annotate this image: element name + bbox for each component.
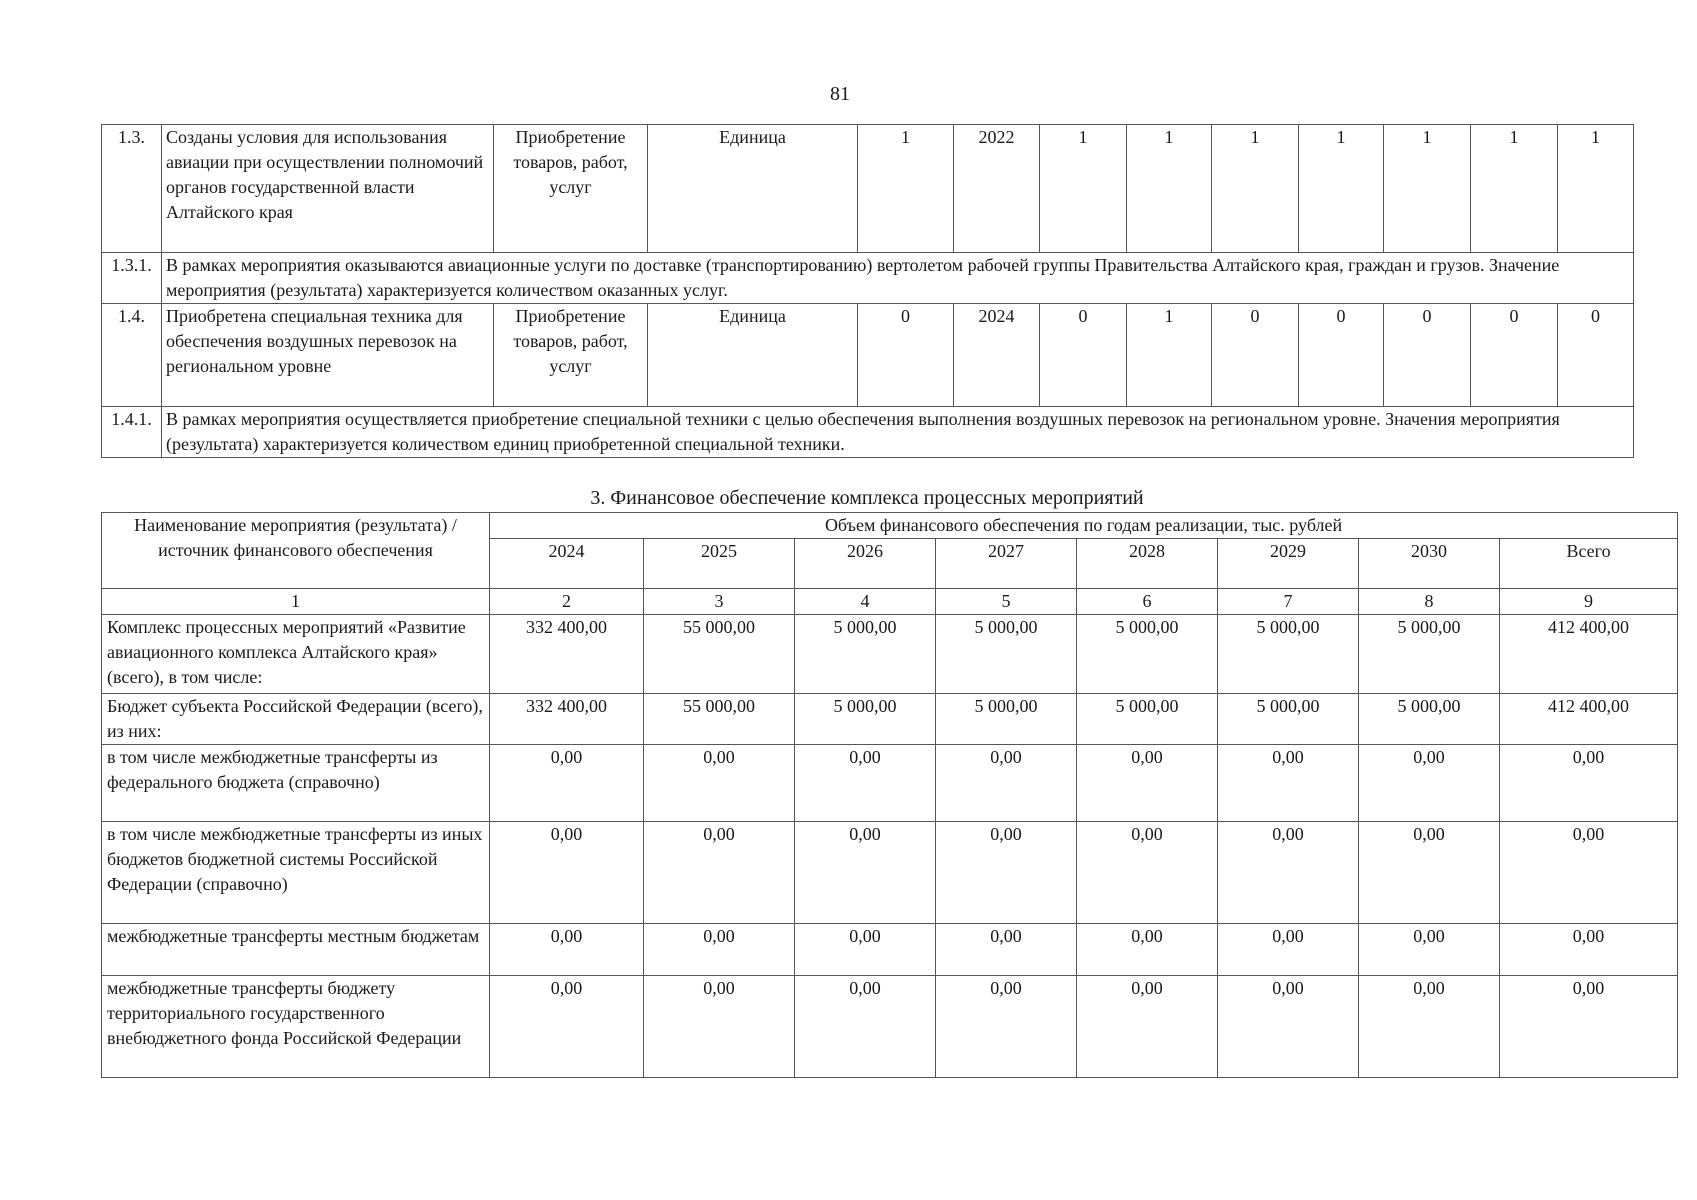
finance-row-name: Комплекс процессных мероприятий «Развитие авиационного комплекса Алтайского края» (всего), в том числе: — [102, 615, 490, 694]
finance-row-name: межбюджетные трансферты бюджету территориального государственного внебюджетного фонда Российской Федерации — [102, 976, 490, 1078]
column-number: 3 — [644, 589, 795, 615]
result-description-row — [102, 253, 1634, 304]
finance-value: 5 000,00 — [1077, 694, 1218, 745]
finance-row — [102, 615, 1678, 694]
finance-total: 412 400,00 — [1500, 615, 1678, 694]
finance-value: 5 000,00 — [1218, 615, 1359, 694]
result-year-value: 1 — [1471, 125, 1558, 253]
finance-value: 5 000,00 — [1359, 615, 1500, 694]
finance-volume-header: Объем финансового обеспечения по годам реализации, тыс. рублей — [490, 513, 1678, 539]
year-header: 2026 — [795, 539, 936, 589]
finance-value: 5 000,00 — [936, 694, 1077, 745]
finance-row-name: в том числе межбюджетные трансферты из федерального бюджета (справочно) — [102, 745, 490, 822]
finance-value: 0,00 — [490, 822, 644, 924]
column-number: 4 — [795, 589, 936, 615]
result-year-value: 0 — [1040, 304, 1127, 407]
finance-value: 0,00 — [1218, 924, 1359, 976]
result-year-value: 1 — [1127, 125, 1212, 253]
finance-value: 55 000,00 — [644, 615, 795, 694]
column-number-row — [102, 589, 1678, 615]
finance-value: 0,00 — [490, 745, 644, 822]
finance-value: 5 000,00 — [1218, 694, 1359, 745]
finance-total: 412 400,00 — [1500, 694, 1678, 745]
finance-row — [102, 976, 1678, 1078]
finance-row-name: Бюджет субъекта Российской Федерации (всего), из них: — [102, 694, 490, 745]
finance-value: 0,00 — [1077, 924, 1218, 976]
finance-value: 5 000,00 — [936, 615, 1077, 694]
result-description-row — [102, 407, 1634, 458]
result-description: В рамках мероприятия оказываются авиационные услуги по доставке (транспортированию) вертолетом рабочей группы Правительства Алтайского края, граждан и грузов. Значение мероприятия (результата) характеризуется количеством оказанных услуг. — [162, 253, 1634, 304]
result-year-value: 0 — [1299, 304, 1384, 407]
result-number: 1.4. — [102, 304, 162, 407]
result-base-year: 2022 — [954, 125, 1040, 253]
finance-value: 0,00 — [795, 745, 936, 822]
result-unit: Единица — [648, 125, 858, 253]
result-year-value: 0 — [1212, 304, 1299, 407]
finance-value: 0,00 — [1218, 822, 1359, 924]
year-header: 2029 — [1218, 539, 1359, 589]
finance-value: 0,00 — [1359, 976, 1500, 1078]
finance-value: 5 000,00 — [1077, 615, 1218, 694]
finance-row — [102, 822, 1678, 924]
finance-value: 0,00 — [644, 924, 795, 976]
result-type: Приобретение товаров, работ, услуг — [494, 125, 648, 253]
finance-total: 0,00 — [1500, 976, 1678, 1078]
finance-value: 0,00 — [795, 822, 936, 924]
column-number: 5 — [936, 589, 1077, 615]
page-number: 81 — [830, 83, 850, 105]
result-year-value: 1 — [1212, 125, 1299, 253]
result-year-value: 0 — [1558, 304, 1634, 407]
year-header: 2025 — [644, 539, 795, 589]
year-header: 2030 — [1359, 539, 1500, 589]
finance-row — [102, 694, 1678, 745]
result-name: Приобретена специальная техника для обеспечения воздушных перевозок на региональном уровне — [162, 304, 494, 407]
finance-value: 0,00 — [644, 976, 795, 1078]
finance-value: 0,00 — [936, 745, 1077, 822]
column-number: 8 — [1359, 589, 1500, 615]
result-base-value: 1 — [858, 125, 954, 253]
finance-value: 0,00 — [1359, 745, 1500, 822]
column-number: 2 — [490, 589, 644, 615]
finance-value: 0,00 — [936, 976, 1077, 1078]
finance-value: 0,00 — [1359, 924, 1500, 976]
finance-value: 55 000,00 — [644, 694, 795, 745]
finance-value: 332 400,00 — [490, 694, 644, 745]
finance-value: 0,00 — [1218, 976, 1359, 1078]
column-number: 6 — [1077, 589, 1218, 615]
finance-row-name: межбюджетные трансферты местным бюджетам — [102, 924, 490, 976]
finance-value: 0,00 — [795, 976, 936, 1078]
finance-value: 0,00 — [936, 924, 1077, 976]
finance-row-name: в том числе межбюджетные трансферты из иных бюджетов бюджетной системы Российской Федерации (справочно) — [102, 822, 490, 924]
finance-value: 0,00 — [1077, 976, 1218, 1078]
finance-value: 5 000,00 — [795, 694, 936, 745]
finance-value: 0,00 — [1359, 822, 1500, 924]
result-year-value: 1 — [1127, 304, 1212, 407]
finance-row — [102, 745, 1678, 822]
result-number: 1.3. — [102, 125, 162, 253]
year-header: 2028 — [1077, 539, 1218, 589]
finance-value: 5 000,00 — [795, 615, 936, 694]
column-number: 1 — [102, 589, 490, 615]
result-year-value: 1 — [1558, 125, 1634, 253]
result-year-value: 0 — [1471, 304, 1558, 407]
result-description: В рамках мероприятия осуществляется приобретение специальной техники с целью обеспечения выполнения воздушных перевозок на региональном уровне. Значения мероприятия (результата) характеризуется количеством единиц приобретенной специальной техники. — [162, 407, 1634, 458]
result-year-value: 0 — [1384, 304, 1471, 407]
year-header: 2027 — [936, 539, 1077, 589]
result-row — [102, 125, 1634, 253]
finance-total: 0,00 — [1500, 924, 1678, 976]
result-year-value: 1 — [1040, 125, 1127, 253]
finance-value: 0,00 — [644, 822, 795, 924]
result-base-year: 2024 — [954, 304, 1040, 407]
finance-header-row — [102, 513, 1678, 539]
result-year-value: 1 — [1299, 125, 1384, 253]
finance-value: 5 000,00 — [1359, 694, 1500, 745]
finance-name-header: Наименование мероприятия (результата) / источник финансового обеспечения — [102, 513, 490, 589]
column-number: 7 — [1218, 589, 1359, 615]
finance-row — [102, 924, 1678, 976]
finance-value: 0,00 — [644, 745, 795, 822]
result-row — [102, 304, 1634, 407]
finance-value: 0,00 — [795, 924, 936, 976]
total-header: Всего — [1500, 539, 1678, 589]
result-type: Приобретение товаров, работ, услуг — [494, 304, 648, 407]
result-number: 1.3.1. — [102, 253, 162, 304]
finance-value: 0,00 — [1077, 745, 1218, 822]
result-number: 1.4.1. — [102, 407, 162, 458]
results-table — [101, 124, 1634, 458]
result-name: Созданы условия для использования авиации при осуществлении полномочий органов государственной власти Алтайского края — [162, 125, 494, 253]
result-unit: Единица — [648, 304, 858, 407]
finance-total: 0,00 — [1500, 822, 1678, 924]
finance-table — [101, 512, 1678, 1078]
finance-value: 0,00 — [936, 822, 1077, 924]
finance-value: 0,00 — [1218, 745, 1359, 822]
result-base-value: 0 — [858, 304, 954, 407]
finance-value: 0,00 — [490, 976, 644, 1078]
result-year-value: 1 — [1384, 125, 1471, 253]
finance-value: 0,00 — [490, 924, 644, 976]
year-header: 2024 — [490, 539, 644, 589]
finance-value: 332 400,00 — [490, 615, 644, 694]
finance-total: 0,00 — [1500, 745, 1678, 822]
section-title: 3. Финансовое обеспечение комплекса процессных мероприятий — [590, 487, 1144, 509]
column-number: 9 — [1500, 589, 1678, 615]
finance-value: 0,00 — [1077, 822, 1218, 924]
